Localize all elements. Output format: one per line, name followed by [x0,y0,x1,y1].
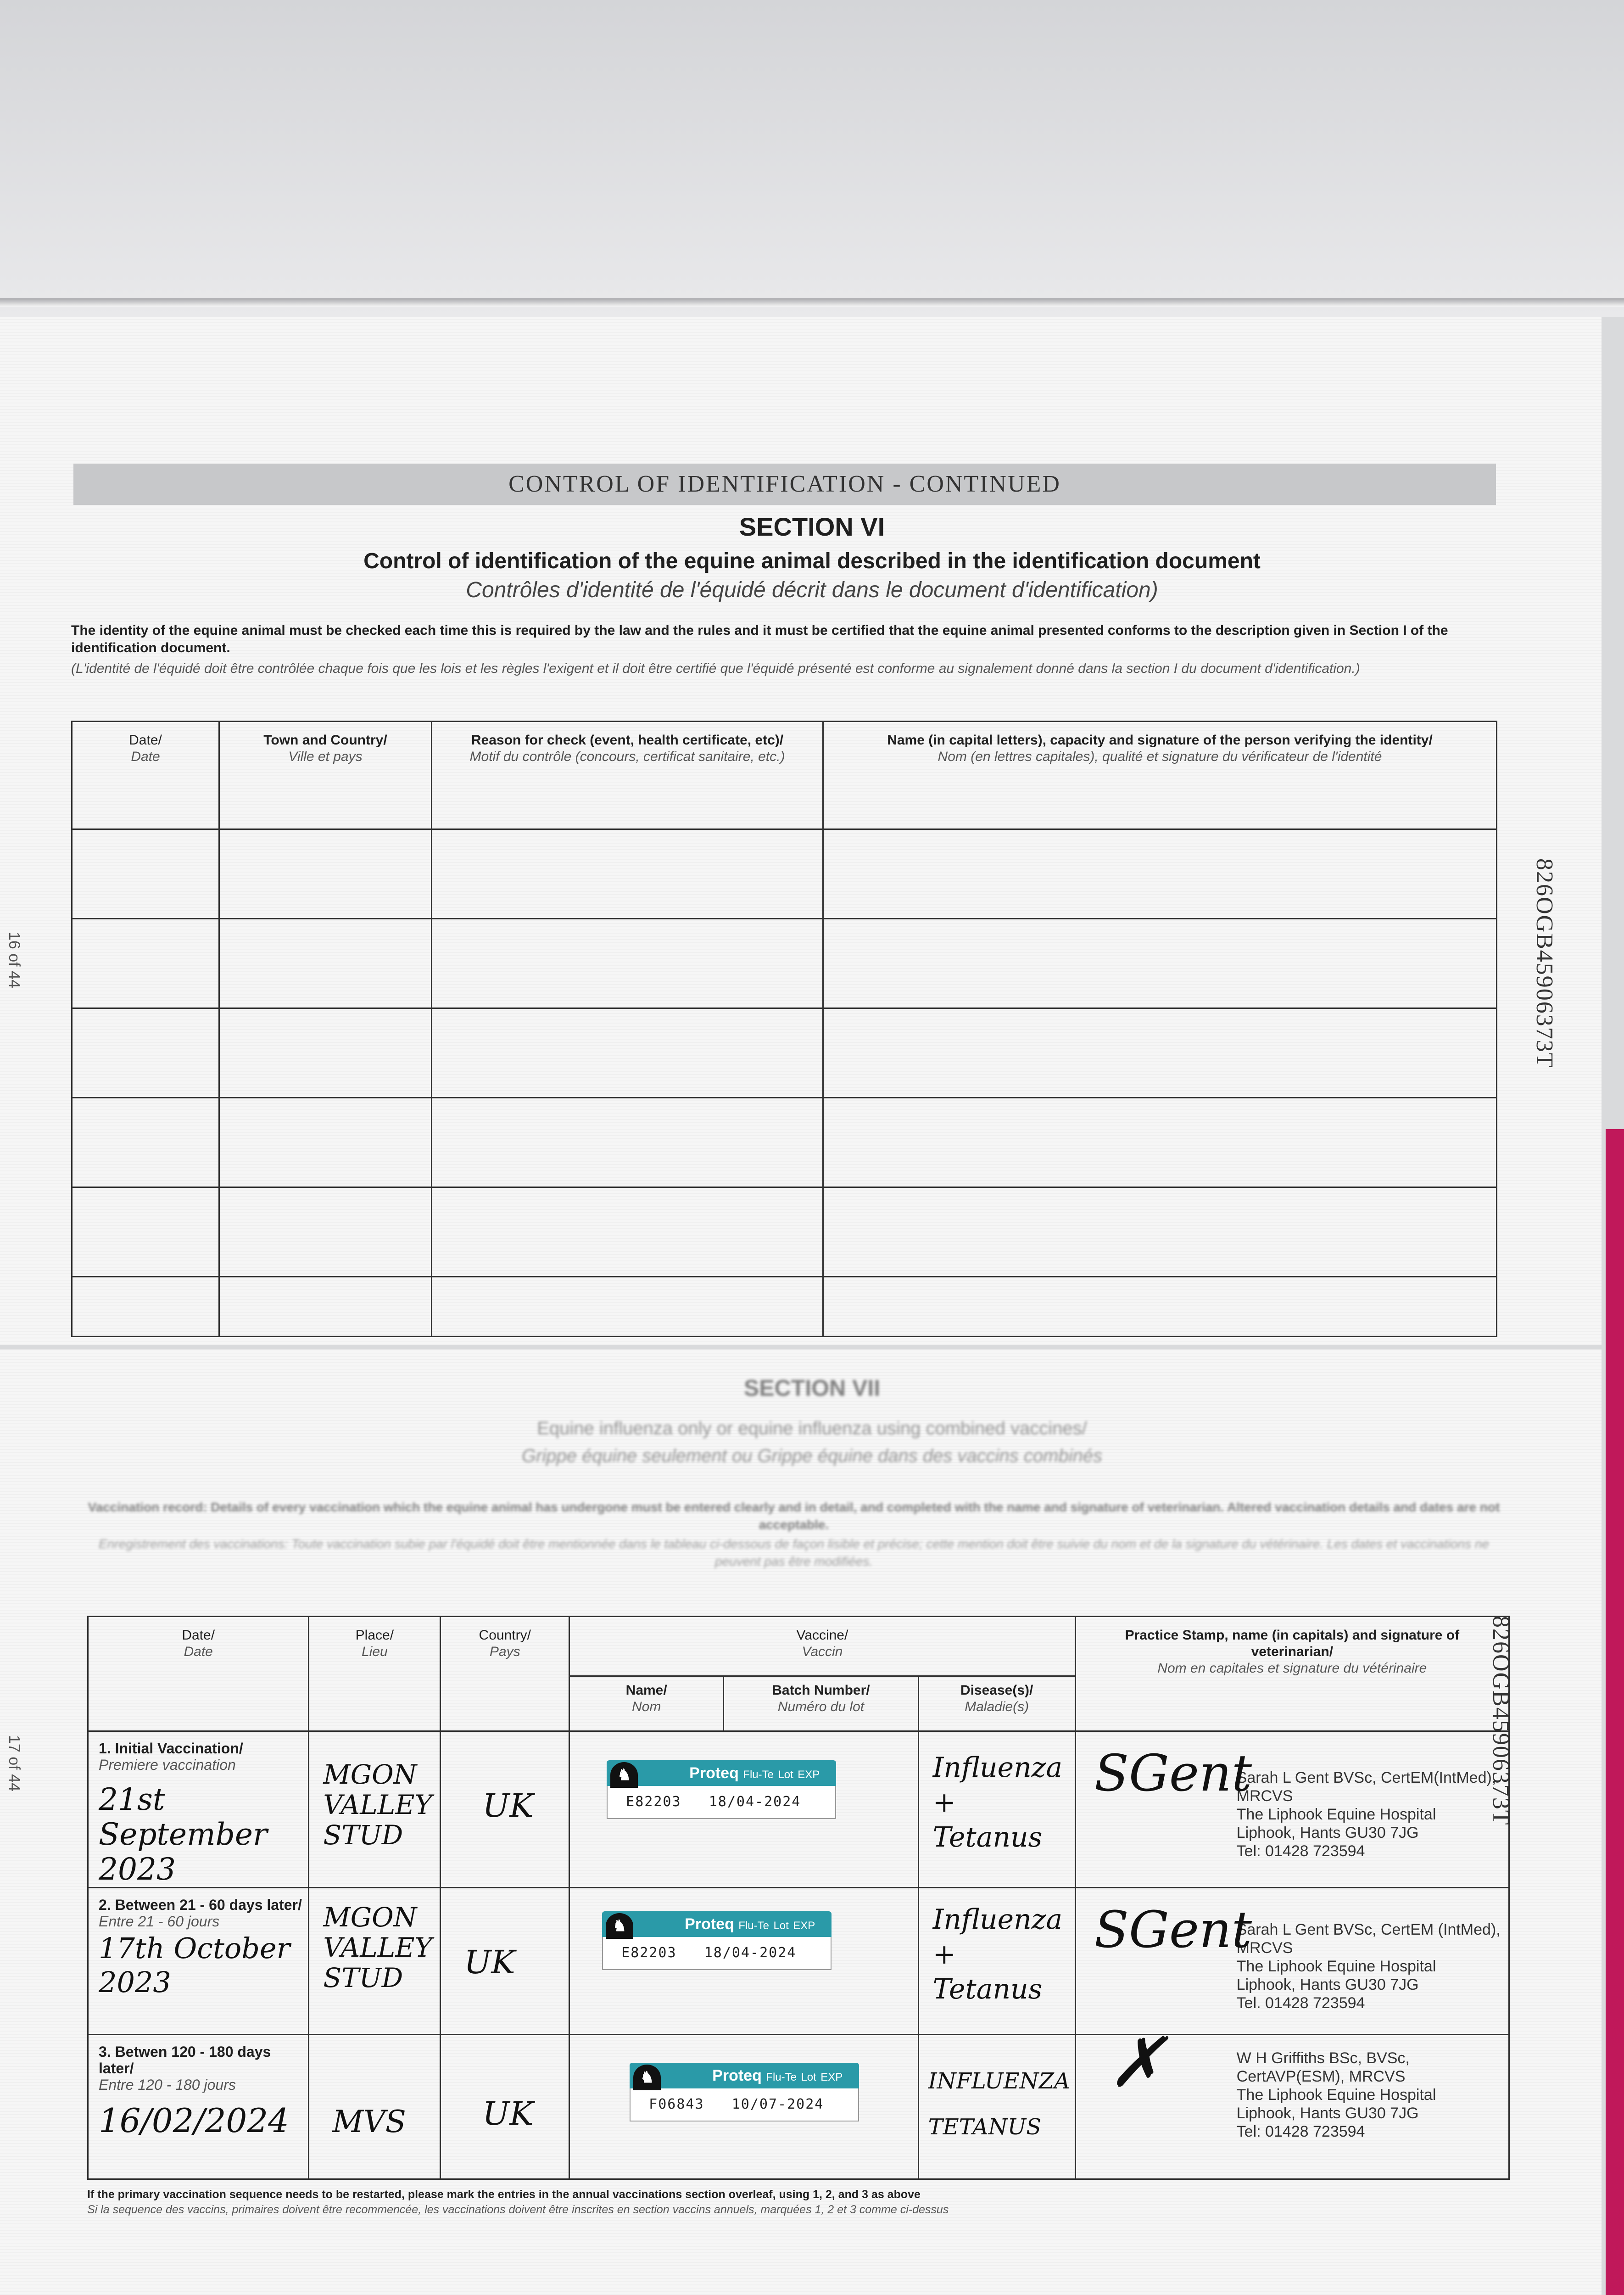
page-number: 16 of 44 [6,932,23,988]
cell[interactable] [823,919,1497,1008]
country-cell[interactable] [441,2035,569,2179]
vaccine-sticker-cell[interactable] [569,1731,918,1888]
table-header-row [72,722,1497,829]
country-cell[interactable] [441,1888,569,2035]
practice-stamp-text: Sarah L Gent BVSc, CertEM (IntMed), MRCVS The Liphook Equine Hospital Liphook, Hants GU30 7JG Tel. 01428 723594 [1236,1921,1501,2012]
place-cell[interactable] [309,1888,441,2035]
cell[interactable] [219,1098,432,1187]
cell[interactable] [72,1008,219,1098]
horse-logo-icon: ♞ [610,1762,638,1788]
booklet-edge [0,298,1624,307]
pink-cover-edge [1606,1129,1624,2295]
col-date: Date/ Date [72,722,219,829]
cell[interactable] [219,919,432,1008]
col-diseases: Disease(s)/ Maladie(s) [918,1676,1075,1731]
handwritten-disease: Influenza + Tetanus [932,1752,1063,1853]
batch-number: E82203 [621,1945,677,1961]
section-heading: SECTION VII [743,1375,881,1401]
section-title: Equine influenza only or equine influenza using combined vaccines/ [537,1418,1087,1439]
practice-stamp-cell[interactable] [1075,1888,1509,2035]
cell[interactable] [72,1098,219,1187]
handwritten-disease: INFLUENZA TETANUS [928,2068,1070,2140]
cell[interactable] [219,1277,432,1337]
section-heading: SECTION VI [739,512,885,541]
place-cell[interactable] [309,1731,441,1888]
col-verifier: Name (in capital letters), capacity and signature of the person verifying the identity/ Nom (en lettres capitales), qualité et signature du vérificateur de l'identité [823,722,1497,829]
practice-stamp-cell[interactable] [1075,1731,1509,1888]
col-vaccine-name: Name/ Nom [569,1676,724,1731]
table-row [88,2035,1509,2179]
col-practice-stamp: Practice Stamp, name (in capitals) and signature of veterinarian/ Nom en capitales et signature du vétérinaire [1075,1617,1509,1731]
table-row [72,829,1497,919]
vaccine-sticker: ♞ Proteq Flu-Te Lot EXP F06843 10/07-2024 [630,2063,859,2121]
horse-logo-icon: ♞ [606,1913,633,1939]
practice-stamp-text: W H Griffiths BSc, BVSc, CertAVP(ESM), MRCVS The Liphook Equine Hospital Liphook, Hants GU30 7JG Tel: 01428 723594 [1236,2049,1436,2140]
col-vaccine: Vaccine/ Vaccin [569,1617,1076,1676]
table-header-row [88,1617,1509,1676]
place-cell[interactable] [309,2035,441,2179]
col-country: Country/ Pays [441,1617,569,1731]
practice-stamp-cell[interactable] [1075,2023,1509,2179]
page-number: 17 of 44 [6,1735,23,1791]
cell[interactable] [432,1008,823,1098]
table-row [72,1277,1497,1337]
vet-signature: SGent [1094,1900,1252,1959]
handwritten-country: UK [464,1943,515,1981]
batch-number: E82203 [626,1794,681,1810]
intro-text-fr: Enregistrement des vaccinations: Toute vaccination subie par l'équidé doit être mentionnée dans le tableau ci-dessous de façon lisible et précise; cette mention doit être suivie du nom et de la signature du vétérinaire. Les dates et vaccinations ne peuvent pas être modifiées. [98,1537,1490,1568]
cell[interactable] [219,1187,432,1277]
table-row [72,1008,1497,1098]
intro-text: Vaccination record: Details of every vaccination which the equine animal has undergone must be entered clearly and in detail, and completed with the name and signature of veterinarian. Altered vaccination details and dates are not acceptable. [88,1500,1500,1532]
date-cell[interactable]: 3. Betwen 120 - 180 days later/ Entre 120 - 180 jours 16/02/2024 [88,2035,309,2179]
cell[interactable] [72,829,219,919]
col-date: Date/ Date [88,1617,309,1731]
section-title: Control of identification of the equine animal described in the identification document [363,549,1261,573]
handwritten-date: 21st September 2023 [99,1782,268,1887]
cell[interactable] [432,1277,823,1337]
passport-number: 826OGB45906373T [1531,858,1557,1069]
handwritten-disease: Influenza + Tetanus [932,1903,1063,2005]
cell[interactable] [219,829,432,919]
expiry-date: 18/04-2024 [704,1945,797,1961]
col-batch-number: Batch Number/ Numéro du lot [724,1676,918,1731]
col-town-country: Town and Country/ Ville et pays [219,722,432,829]
vaccine-sticker: ♞ Proteq Flu-Te Lot EXP E82203 18/04-2024 [607,1760,836,1819]
intro-text-fr: (L'identité de l'équidé doit être contrôlée chaque fois que les lois et les règles l'exigent et il doit être certifié que l'équidé présenté est conforme au signalement donné dans la section I du document d'identification.) [71,661,1360,676]
cell[interactable] [823,829,1497,919]
cell[interactable] [72,1277,219,1337]
expiry-date: 10/07-2024 [731,2096,824,2112]
country-cell[interactable] [441,1731,569,1888]
disease-cell[interactable] [918,1731,1075,1888]
cell[interactable] [432,919,823,1008]
footnote: If the primary vaccination sequence needs to be restarted, please mark the entries in the annual vaccinations section overleaf, using 1, 2, and 3 as above [87,2188,921,2201]
handwritten-place: MGON VALLEY STUD [323,1759,432,1851]
handwritten-country: UK [482,2095,534,2133]
handwritten-place: MVS [332,2104,406,2139]
table-row [72,1098,1497,1187]
col-reason: Reason for check (event, health certificate, etc)/ Motif du contrôle (concours, certificat sanitaire, etc.) [432,722,823,829]
section-title-fr: Grippe équine seulement ou Grippe équine dans des vaccins combinés [521,1446,1103,1466]
identification-table [71,721,1497,1337]
vet-signature: SGent [1094,1744,1252,1802]
vaccination-table [87,1616,1510,2180]
disease-cell[interactable] [918,1888,1075,2035]
passport-number: 826OGB45906373T [1488,1616,1514,1826]
handwritten-date: 16/02/2024 [99,2101,289,2140]
background-surface [0,0,1624,317]
table-row [72,1187,1497,1277]
horse-logo-icon: ♞ [633,2065,661,2090]
cell[interactable] [823,1187,1497,1277]
footnote-fr: Si la sequence des vaccins, primaires doivent être recommencée, les vaccinations doivent être inscrites en section vaccins annuels, marquées 1, 2 et 3 comme ci-dessus [87,2203,949,2216]
vet-signature-scribble: ✗ [1108,2023,1166,2103]
disease-cell[interactable] [918,2035,1075,2179]
cell[interactable] [823,1098,1497,1187]
cell[interactable] [72,1187,219,1277]
expiry-date: 18/04-2024 [709,1794,801,1810]
handwritten-country: UK [482,1787,534,1825]
cell[interactable] [432,829,823,919]
date-cell[interactable]: 2. Between 21 - 60 days later/ Entre 21 - 60 jours 17th October 2023 [88,1888,309,2035]
table-row [72,919,1497,1008]
date-cell[interactable]: 1. Initial Vaccination/ Premiere vaccination 21st September 2023 [88,1731,309,1888]
batch-number: F06843 [649,2096,704,2112]
cell[interactable] [823,1008,1497,1098]
cell[interactable] [432,1187,823,1277]
handwritten-date: 17th October 2023 [99,1931,290,1999]
table-row [88,1888,1509,2035]
practice-stamp-text: Sarah L Gent BVSc, CertEM(IntMed), MRCVS The Liphook Equine Hospital Liphook, Hants GU30 7JG Tel: 01428 723594 [1236,1769,1496,1860]
section-title-fr: Contrôles d'identité de l'équidé décrit dans le document d'identification) [466,578,1158,602]
cell[interactable] [823,1277,1497,1337]
vaccine-sticker-cell[interactable] [569,1888,918,2035]
vaccine-sticker-cell[interactable] [569,2035,918,2179]
cell[interactable] [432,1098,823,1187]
section-banner: CONTROL OF IDENTIFICATION - CONTINUED [73,464,1496,505]
col-place: Place/ Lieu [309,1617,441,1731]
handwritten-place: MGON VALLEY STUD [323,1902,432,1993]
table-row [88,1731,1509,1888]
cell[interactable] [219,1008,432,1098]
cell[interactable] [72,919,219,1008]
vaccine-sticker: ♞ Proteq Flu-Te Lot EXP E82203 18/04-2024 [602,1911,832,1970]
intro-text: The identity of the equine animal must be checked each time this is required by the law and the rules and it must be certified that the equine animal presented conforms to the description given in Section I of the identification document. [71,623,1448,655]
